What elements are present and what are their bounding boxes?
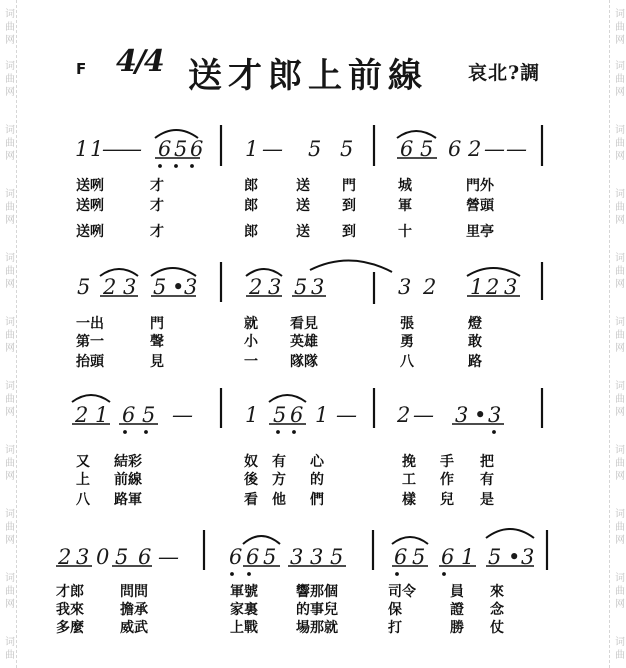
system-2-lyrics [75,315,482,370]
jianpu-note: 3 [488,403,502,427]
lyric-syllable: 司令 [388,584,416,600]
lyric-syllable: 兒 [440,492,454,508]
lyric-syllable: 郎 [244,178,258,194]
watermark-char: 网 [615,343,625,354]
lyric-syllable: 才 [150,178,164,194]
dot-mark: • [172,275,185,299]
system-3-lyrics [76,453,494,508]
lyric-syllable: 軍 [398,198,412,214]
jianpu-note: 3 [290,545,304,569]
watermark-char: 词 [615,253,625,264]
jianpu-note: 5 [115,545,129,569]
lyric-syllable: 送咧 [76,178,104,194]
watermark-char: 曲 [5,22,15,33]
lyric-syllable: 八 [76,492,90,508]
lyric-syllable: 樣 [402,492,416,508]
dash-extension: — [506,137,527,161]
jianpu-note: 1 [95,403,109,427]
jianpu-note: 3 [455,403,469,427]
watermark-char: 网 [5,87,15,98]
jianpu-note: 6 [158,137,172,161]
jianpu-note: 3 [268,275,282,299]
lyric-syllable: 勝 [450,620,464,636]
dash-extension: — [102,137,123,161]
lyric-syllable: 門外 [466,178,494,194]
jianpu-note: 1 [90,137,104,161]
jianpu-note: 6 [229,545,243,569]
jianpu-note: 1 [315,403,329,427]
lyric-syllable: 營頭 [466,198,494,214]
lyric-syllable: 一出 [76,316,104,332]
system-1 [75,125,542,240]
dot-mark: • [508,545,521,569]
lyric-syllable: 來 [490,584,504,600]
lyric-syllable: 手 [440,454,454,470]
jianpu-note: 1 [75,137,89,161]
watermark-char: 曲 [5,650,15,661]
lyric-syllable: 到 [342,198,356,214]
jianpu-note: 2 [397,403,411,427]
composer-credit: 哀北?調 [468,62,541,84]
lyric-syllable: 家裏 [230,602,258,618]
jianpu-note: 2 [249,275,263,299]
lyric-syllable: 響那個 [296,584,338,600]
lyric-syllable: 結彩 [114,454,142,470]
watermark-char: 曲 [615,330,625,341]
slur [392,537,428,544]
watermark-char: 词 [615,61,625,72]
lyric-syllable: 奴 [244,454,258,470]
watermark-char: 词 [615,189,625,200]
tie [310,260,392,272]
watermark-char: 词 [615,637,625,648]
dash-extension: — [336,403,357,427]
lyric-syllable: 上戰 [230,620,258,636]
dash-extension: — [262,137,283,161]
watermark-char: 网 [5,343,15,354]
system-2 [75,260,542,370]
watermark-char: 网 [5,35,15,46]
lyric-syllable: 工 [402,472,416,488]
lyric-syllable: 張 [400,316,414,332]
lyric-syllable: 抬頭 [76,354,104,370]
lyric-syllable: 軍號 [230,584,258,600]
lyric-syllable: 燈 [468,316,482,332]
jianpu-note: 3 [311,275,325,299]
watermark-char: 词 [615,317,625,328]
jianpu-note: 2 [103,275,117,299]
lyric-syllable: 送咧 [76,198,104,214]
lyric-syllable: 隊隊 [290,354,318,370]
dash-extension: — [158,545,179,569]
dot-mark: • [474,403,487,427]
lyric-syllable: 路軍 [114,492,142,508]
jianpu-note: 5 [308,137,322,161]
watermark-char: 网 [5,279,15,290]
jianpu-note: 5 [273,403,287,427]
watermark-char: 曲 [615,266,625,277]
jianpu-note: 5 [142,403,156,427]
lyric-syllable: 方 [272,472,286,488]
jianpu-note: 0 [96,545,110,569]
watermark-char: 网 [5,599,15,610]
jianpu-note: 6 [400,137,414,161]
dash-extension: — [121,137,142,161]
watermark-char: 曲 [615,202,625,213]
jianpu-note: 5 [412,545,426,569]
jianpu-note: 1 [245,403,259,427]
lyric-syllable: 有 [480,472,494,488]
lyric-syllable: 問問 [120,584,148,600]
octave-dot [123,430,127,434]
time-signature: 4/4 [116,44,163,79]
watermark-char: 词 [5,509,15,520]
jianpu-note: 3 [398,275,412,299]
watermark-char: 网 [615,87,625,98]
system-4 [56,529,547,636]
lyric-syllable: 作 [440,472,454,488]
octave-dot [144,430,148,434]
watermark-char: 词 [5,253,15,264]
lyric-syllable: 的 [310,472,324,488]
lyric-syllable: 們 [310,492,324,508]
lyric-syllable: 挽 [402,454,416,470]
lyric-syllable: 我來 [56,602,84,618]
jianpu-note: 2 [58,545,72,569]
jianpu-note: 6 [448,137,462,161]
watermark-char: 曲 [615,394,625,405]
watermark-char: 网 [615,407,625,418]
jianpu-note: 2 [75,403,89,427]
lyric-syllable: 後 [244,472,258,488]
lyric-syllable: 郎 [244,224,258,240]
lyric-syllable: 八 [400,354,414,370]
dash-extension: — [172,403,193,427]
jianpu-note: 5 [77,275,91,299]
system-4-lyrics [56,583,505,636]
octave-dot [247,572,251,576]
slur [486,529,534,538]
lyric-syllable: 保 [388,602,402,618]
watermark-char: 网 [5,151,15,162]
dash-extension: — [413,403,434,427]
lyric-syllable: 心 [310,454,324,470]
octave-dot [190,164,194,168]
watermark-char: 曲 [5,138,15,149]
jianpu-note: 6 [394,545,408,569]
watermark-char: 网 [5,215,15,226]
watermark-char: 曲 [5,394,15,405]
octave-dot [276,430,280,434]
lyric-syllable: 看見 [290,316,318,332]
slur [269,395,306,402]
watermark-char: 曲 [5,74,15,85]
jianpu-note: 5 [420,137,434,161]
watermark-char: 曲 [5,522,15,533]
lyric-syllable: 多麼 [56,620,84,636]
jianpu-note: 3 [310,545,324,569]
jianpu-note: 6 [122,403,136,427]
song-title: 送才郎上前線 [188,56,428,96]
watermark-char: 曲 [615,138,625,149]
lyric-syllable: 有 [272,454,286,470]
watermark-char: 网 [615,35,625,46]
dash-extension: — [484,137,505,161]
watermark-char: 词 [615,573,625,584]
watermark-char: 曲 [5,330,15,341]
watermark-char: 词 [615,509,625,520]
lyric-syllable: 才 [150,198,164,214]
lyric-syllable: 送 [296,198,310,214]
lyric-syllable: 的事兒 [296,602,338,618]
watermark-char: 词 [5,125,15,136]
jianpu-note: 3 [504,275,518,299]
watermark-char: 网 [5,471,15,482]
watermark-char: 词 [5,573,15,584]
watermark-char: 曲 [615,586,625,597]
lyric-syllable: 送 [296,224,310,240]
lyric-syllable: 擔承 [120,602,148,618]
watermark-char: 曲 [5,586,15,597]
jianpu-note: 2 [468,137,482,161]
jianpu-note: 6 [290,403,304,427]
watermark-char: 曲 [5,202,15,213]
jianpu-note: 5 [340,137,354,161]
jianpu-note: 3 [184,275,198,299]
slur [72,395,110,402]
watermark-char: 词 [615,381,625,392]
watermark-char: 曲 [5,458,15,469]
jianpu-note: 3 [521,545,535,569]
watermark-char: 词 [615,125,625,136]
watermark-char: 曲 [615,22,625,33]
lyric-syllable: 場那就 [296,620,338,636]
watermark-char: 词 [5,61,15,72]
lyric-syllable: 路 [468,354,482,370]
watermark-char: 网 [5,535,15,546]
lyric-syllable: 城 [398,178,412,194]
jianpu-note: 2 [486,275,500,299]
octave-dot [292,430,296,434]
jianpu-note: 5 [153,275,167,299]
lyric-syllable: 前線 [114,472,142,488]
watermark-char: 网 [615,535,625,546]
watermark-char: 曲 [615,650,625,661]
jianpu-note: 6 [190,137,204,161]
watermark-char: 网 [615,471,625,482]
jianpu-note: 5 [174,137,188,161]
lyric-syllable: 員 [450,584,464,600]
lyric-syllable: 十 [398,224,412,240]
lyric-syllable: 上 [76,472,90,488]
watermark-char: 网 [615,599,625,610]
jianpu-note: 6 [138,545,152,569]
watermark-char: 曲 [5,266,15,277]
lyric-syllable: 第一 [76,334,104,350]
lyric-syllable: 念 [490,602,504,618]
watermark-char: 词 [615,9,625,20]
jianpu-note: 3 [76,545,90,569]
lyric-syllable: 威武 [120,620,148,636]
watermark-char: 词 [615,445,625,456]
slur [243,536,280,544]
lyric-syllable: 小 [244,334,258,350]
watermark-char: 网 [615,151,625,162]
lyric-syllable: 才 [150,224,164,240]
octave-dot [492,430,496,434]
lyric-syllable: 把 [480,454,494,470]
lyric-syllable: 到 [342,224,356,240]
lyric-syllable: 見 [150,354,164,370]
watermark-char: 曲 [615,74,625,85]
watermark-char: 网 [615,279,625,290]
lyric-syllable: 敢 [468,334,482,350]
lyric-syllable: 是 [480,492,494,508]
jianpu-note: 6 [441,545,455,569]
watermark-char: 词 [5,637,15,648]
lyric-syllable: 又 [76,454,90,470]
system-3 [72,388,542,508]
jianpu-note: 1 [461,545,475,569]
lyric-syllable: 打 [388,620,402,636]
watermark-char: 词 [5,9,15,20]
octave-dot [158,164,162,168]
lyric-syllable: 才郎 [56,584,84,600]
lyric-syllable: 證 [450,602,464,618]
lyric-syllable: 就 [244,316,258,332]
lyric-syllable: 聲 [150,334,164,350]
watermark-char: 网 [5,407,15,418]
jianpu-note: 2 [423,275,437,299]
watermark-char: 词 [5,189,15,200]
octave-dot [442,572,446,576]
lyric-syllable: 門 [342,178,356,194]
lyric-syllable: 勇 [400,334,414,350]
jianpu-note: 5 [263,545,277,569]
system-1-notes [75,137,527,161]
watermark-char: 曲 [615,522,625,533]
lyric-syllable: 看 [244,492,258,508]
watermark-char: 词 [5,381,15,392]
lyric-syllable: 郎 [244,198,258,214]
lyric-syllable: 送 [296,178,310,194]
lyric-syllable: 里亭 [466,224,494,240]
lyric-syllable: 英雄 [290,334,318,350]
lyric-syllable: 門 [150,316,164,332]
lyric-syllable: 他 [272,492,286,508]
lyric-syllable: 一 [244,354,258,370]
octave-dot [174,164,178,168]
key-signature: F [76,60,87,78]
jianpu-note: 3 [123,275,137,299]
jianpu-note: 5 [488,545,502,569]
jianpu-note: 1 [470,275,484,299]
lyric-syllable: 送咧 [76,224,104,240]
jianpu-note: 5 [330,545,344,569]
watermark-char: 词 [5,317,15,328]
watermark-char: 词 [5,445,15,456]
system-2-notes [77,275,517,299]
octave-dot [395,572,399,576]
jianpu-note: 1 [245,137,259,161]
system-1-lyrics [76,177,495,240]
watermark-char: 网 [615,215,625,226]
lyric-syllable: 仗 [490,620,504,636]
octave-dot [230,572,234,576]
jianpu-note: 6 [246,545,260,569]
watermark-char: 曲 [615,458,625,469]
jianpu-note: 5 [294,275,308,299]
